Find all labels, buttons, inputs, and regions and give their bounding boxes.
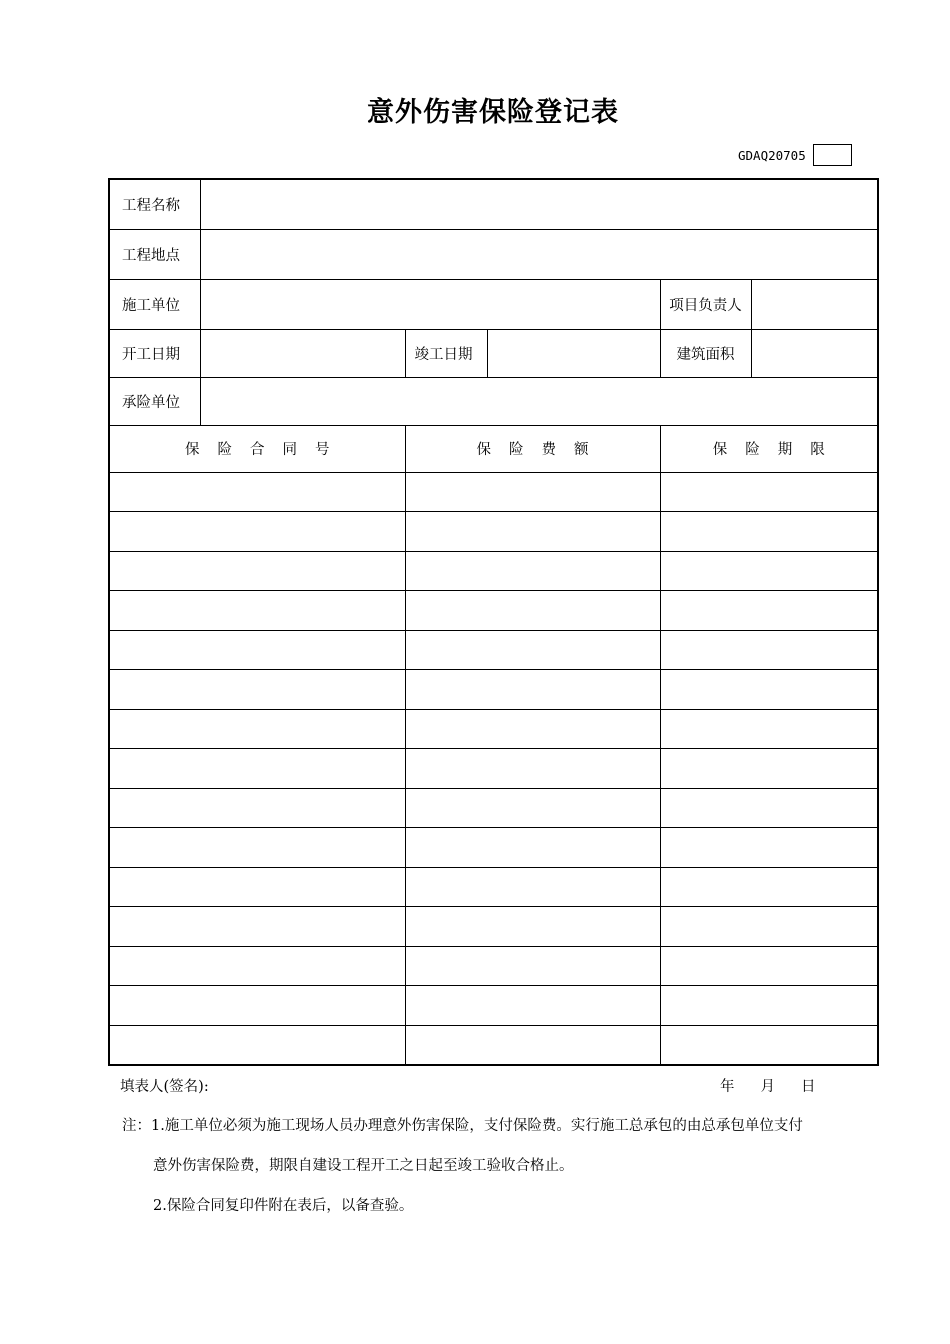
contract-number-cell[interactable] (109, 472, 405, 512)
month-label: 月 (760, 1079, 775, 1095)
insurance-period-cell[interactable] (660, 512, 878, 552)
building-area-field[interactable] (751, 329, 878, 377)
premium-amount-cell[interactable] (405, 749, 660, 789)
header-contract-number: 保险合同号 (109, 425, 405, 472)
header-premium-amount: 保险费额 (405, 425, 660, 472)
contract-number-cell[interactable] (109, 986, 405, 1026)
day-label: 日 (801, 1079, 816, 1095)
completion-date-field[interactable] (487, 329, 660, 377)
insurance-period-cell[interactable] (660, 1025, 878, 1065)
page-title: 意外伤害保险登记表 (367, 97, 619, 128)
premium-amount-cell[interactable] (405, 946, 660, 986)
contract-number-cell[interactable] (109, 630, 405, 670)
contract-number-cell[interactable] (109, 828, 405, 868)
premium-amount-cell[interactable] (405, 907, 660, 947)
insurance-period-cell[interactable] (660, 828, 878, 868)
premium-amount-cell[interactable] (405, 709, 660, 749)
table-row (109, 1025, 878, 1065)
construction-unit-label: 施工单位 (109, 279, 200, 329)
contract-number-cell[interactable] (109, 867, 405, 907)
table-row (109, 512, 878, 552)
signer-label: 填表人(签名): (120, 1079, 209, 1095)
premium-amount-cell[interactable] (405, 986, 660, 1026)
fill-date (720, 1075, 816, 1096)
insurance-rows (109, 472, 878, 1065)
table-row (109, 867, 878, 907)
insurer-label: 承险单位 (109, 377, 200, 425)
premium-amount-cell[interactable] (405, 670, 660, 710)
table-row (109, 946, 878, 986)
contract-number-cell[interactable] (109, 709, 405, 749)
table-row (109, 709, 878, 749)
insurance-period-cell[interactable] (660, 472, 878, 512)
year-label: 年 (720, 1079, 735, 1095)
note-line-3: 2.保险合同复印件附在表后，以备查验。 (153, 1198, 414, 1214)
table-row (109, 907, 878, 947)
project-name-field[interactable] (200, 179, 878, 229)
insurance-period-cell[interactable] (660, 749, 878, 789)
contract-number-cell[interactable] (109, 788, 405, 828)
contract-number-cell[interactable] (109, 512, 405, 552)
premium-amount-cell[interactable] (405, 828, 660, 868)
table-row (109, 828, 878, 868)
document-code: GDAQ20705 (738, 148, 806, 163)
project-manager-label: 项目负责人 (660, 279, 751, 329)
table-row (109, 670, 878, 710)
insurance-period-cell[interactable] (660, 907, 878, 947)
insurance-period-cell[interactable] (660, 670, 878, 710)
start-date-field[interactable] (200, 329, 405, 377)
note-line-1: 注：1.施工单位必须为施工现场人员办理意外伤害保险，支付保险费。实行施工总承包的由总承包单位支付 (122, 1118, 803, 1134)
premium-amount-cell[interactable] (405, 512, 660, 552)
insurance-period-cell[interactable] (660, 551, 878, 591)
premium-amount-cell[interactable] (405, 867, 660, 907)
start-date-label: 开工日期 (109, 329, 200, 377)
insurance-registration-table (108, 178, 879, 1066)
table-row (109, 630, 878, 670)
table-row (109, 788, 878, 828)
table-row (109, 472, 878, 512)
insurance-period-cell[interactable] (660, 591, 878, 631)
premium-amount-cell[interactable] (405, 788, 660, 828)
insurance-period-cell[interactable] (660, 788, 878, 828)
table-row (109, 551, 878, 591)
header-insurance-period: 保险期限 (660, 425, 878, 472)
contract-number-cell[interactable] (109, 670, 405, 710)
project-location-field[interactable] (200, 229, 878, 279)
insurance-period-cell[interactable] (660, 986, 878, 1026)
document-code-box[interactable] (813, 144, 852, 166)
contract-number-cell[interactable] (109, 1025, 405, 1065)
insurance-period-cell[interactable] (660, 709, 878, 749)
insurance-period-cell[interactable] (660, 630, 878, 670)
project-manager-field[interactable] (751, 279, 878, 329)
project-name-label: 工程名称 (109, 179, 200, 229)
table-row (109, 986, 878, 1026)
construction-unit-field[interactable] (200, 279, 660, 329)
premium-amount-cell[interactable] (405, 472, 660, 512)
insurance-period-cell[interactable] (660, 867, 878, 907)
completion-date-label: 竣工日期 (405, 329, 487, 377)
note-line-2: 意外伤害保险费，期限自建设工程开工之日起至竣工验收合格止。 (153, 1158, 574, 1174)
insurance-period-cell[interactable] (660, 946, 878, 986)
table-row (109, 749, 878, 789)
premium-amount-cell[interactable] (405, 630, 660, 670)
premium-amount-cell[interactable] (405, 1025, 660, 1065)
premium-amount-cell[interactable] (405, 551, 660, 591)
table-row (109, 591, 878, 631)
contract-number-cell[interactable] (109, 591, 405, 631)
contract-number-cell[interactable] (109, 551, 405, 591)
contract-number-cell[interactable] (109, 907, 405, 947)
contract-number-cell[interactable] (109, 946, 405, 986)
building-area-label: 建筑面积 (660, 329, 751, 377)
contract-number-cell[interactable] (109, 749, 405, 789)
premium-amount-cell[interactable] (405, 591, 660, 631)
project-location-label: 工程地点 (109, 229, 200, 279)
insurer-field[interactable] (200, 377, 878, 425)
